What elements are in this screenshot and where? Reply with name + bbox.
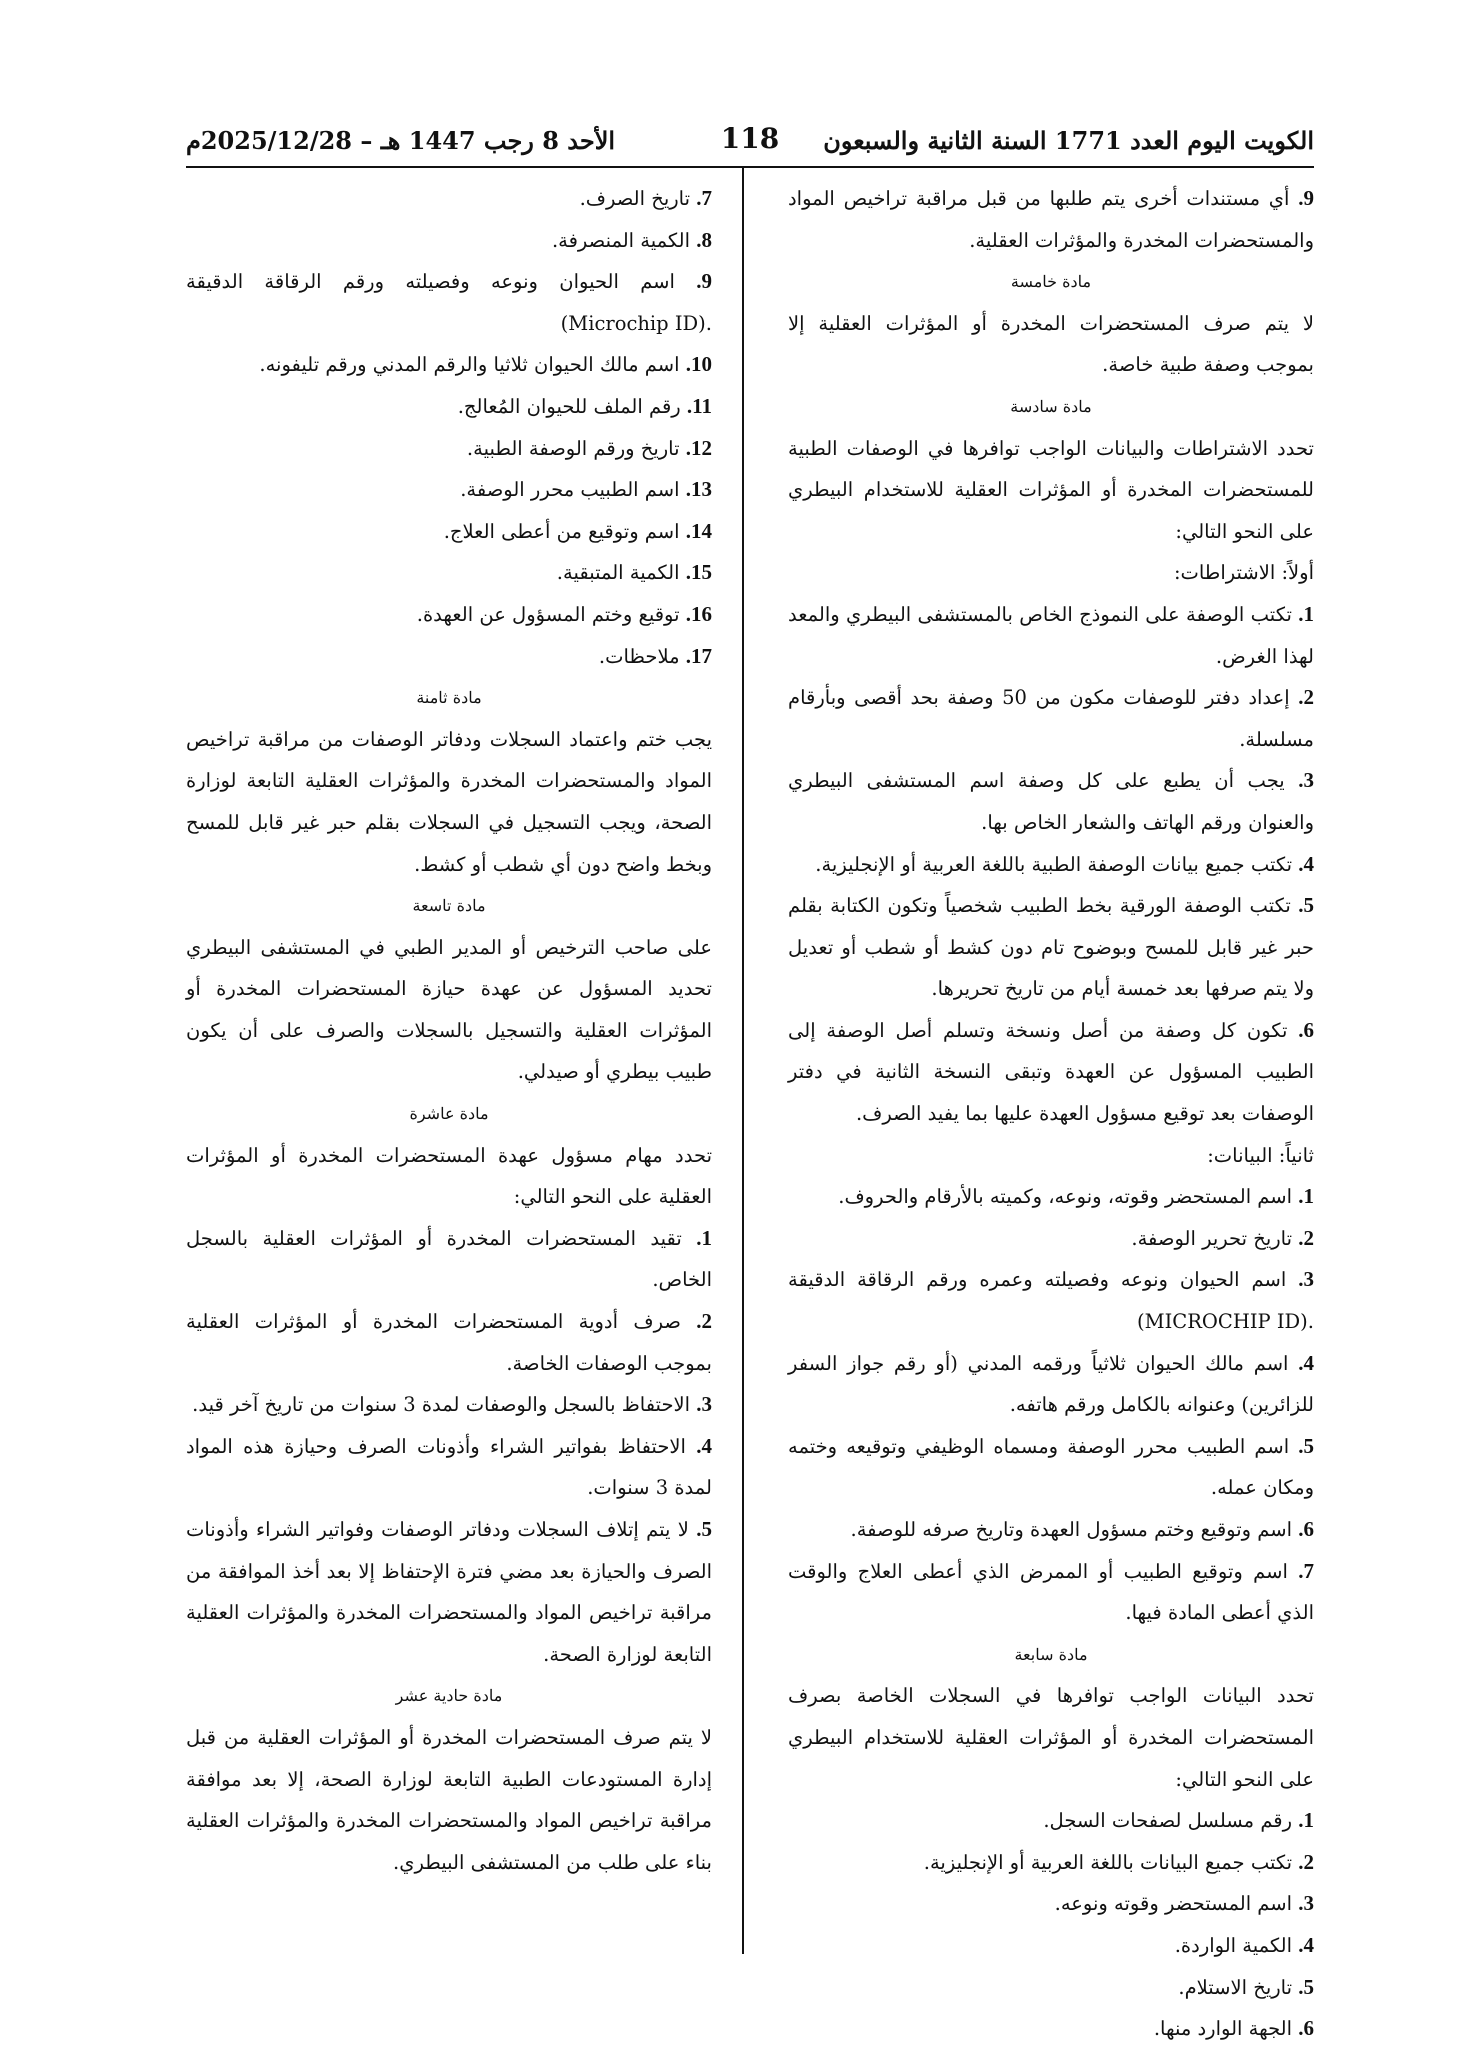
paragraph — [788, 428, 1314, 553]
item-number: 3. — [1298, 1267, 1315, 1292]
item-number: 2. — [1298, 1849, 1314, 1874]
item-text: اسم وتوقيع من أعطى العلاج. — [443, 519, 680, 543]
item-text: اسم مالك الحيوان ثلاثيا والرقم المدني ورقم تليفونه. — [259, 353, 680, 377]
item-text: اسم مالك الحيوان ثلاثياً ورقمه المدني (أو رقم جواز السفر للزائرين) وعنوانه بالكامل ورقم هاتفه. — [788, 1351, 1314, 1417]
item-number: 4. — [1298, 1932, 1314, 1957]
paragraph — [186, 1717, 712, 1883]
numbered-item — [788, 1176, 1314, 1218]
item-text: تكون كل وصفة من أصل ونسخة وتسلم أصل الوصفة إلى الطبيب المسؤول عن العهدة وتبقى النسخة الثانية في دفتر الوصفات بعد توقيع مسؤول العهدة عليها بما يفيد الصرف. — [788, 1018, 1314, 1126]
column-divider — [742, 168, 744, 1954]
numbered-item — [788, 844, 1314, 886]
item-text: اسم الطبيب محرر الوصفة ومسماه الوظيفي وتوقيعه وختمه ومكان عمله. — [788, 1434, 1314, 1500]
item-text: اسم وتوقيع الطبيب أو الممرض الذي أعطى العلاج والوقت الذي أعطى المادة فيها. — [788, 1559, 1314, 1625]
item-text: صرف أدوية المستحضرات المخدرة أو المؤثرات العقلية بموجب الوصفات الخاصة. — [186, 1310, 712, 1375]
item-number: 6. — [1298, 1517, 1314, 1541]
item-number: 3. — [1298, 1891, 1314, 1916]
numbered-item — [186, 469, 712, 511]
item-number: 1. — [1298, 1808, 1314, 1833]
microchip-label: (Microchip ID). — [560, 311, 712, 335]
item-number: 5. — [1298, 893, 1314, 918]
item-text: تاريخ ورقم الوصفة الطبية. — [466, 436, 680, 460]
item-number: 16. — [685, 601, 712, 626]
item-number: 5. — [696, 1517, 712, 1541]
item-number: 2. — [1298, 685, 1314, 710]
item-text: اسم الطبيب محرر الوصفة. — [460, 478, 680, 502]
item-number: 1. — [696, 1225, 712, 1250]
article-title: مادة خامسة — [1010, 272, 1092, 292]
numbered-item — [788, 178, 1314, 261]
item-number: 1. — [1298, 1184, 1314, 1209]
item-number: 9. — [1298, 186, 1314, 210]
page-header — [186, 118, 1314, 168]
item-number: 2. — [696, 1309, 712, 1334]
right-column — [788, 178, 1314, 2050]
item-number: 9. — [696, 269, 713, 294]
item-text: رقم مسلسل لصفحات السجل. — [1043, 1809, 1293, 1833]
item-number: 6. — [1298, 2016, 1314, 2041]
article-title: مادة ثامنة — [416, 688, 482, 708]
item-number: 5. — [1298, 1433, 1314, 1458]
item-number: 4. — [696, 1433, 712, 1458]
item-number: 11. — [686, 393, 712, 418]
article-title: مادة سابعة — [1014, 1644, 1088, 1664]
item-text: اسم وتوقيع وختم مسؤول العهدة وتاريخ صرفه للوصفة. — [850, 1518, 1293, 1541]
item-number: 4. — [1298, 1350, 1315, 1375]
item-text: تاريخ تحرير الوصفة. — [1131, 1226, 1293, 1250]
microchip-label: (MICROCHIP ID). — [1137, 1310, 1314, 1334]
item-number: 6. — [1298, 1017, 1315, 1042]
left-column — [186, 178, 712, 1883]
item-text: الكمية المنصرفة. — [551, 228, 691, 252]
numbered-item — [186, 636, 712, 678]
numbered-item — [788, 1259, 1314, 1342]
item-text: إعداد دفتر للوصفات مكون من 50 وصفة بحد أقصى وبأرقام مسلسلة. — [788, 686, 1314, 751]
item-number: 4. — [1298, 851, 1314, 876]
item-text: تكتب الوصفة الورقية بخط الطبيب شخصياً وتكون الكتابة بقلم حبر غير قابل للمسح وبوضوح تام دون كشط أو شطب أو تعديل ولا يتم صرفها بعد خمسة أيام من تاريخ تحريرها. — [788, 894, 1314, 1001]
item-text: الكمية الواردة. — [1174, 1933, 1293, 1957]
gazette-issue-info: الكويت اليوم العدد 1771 السنة الثانية والسبعون — [823, 126, 1314, 155]
numbered-item — [788, 1925, 1314, 1967]
item-text: تكتب جميع البيانات باللغة العربية أو الإنجليزية. — [923, 1850, 1293, 1874]
item-text: على صاحب الترخيص أو المدير الطبي في المستشفى البيطري تحديد المسؤول عن عهدة حيازة المستحضرات المخدرة أو المؤثرات العقلية والتسجيل بالسجلات والصرف على أن يكون طبيب بيطري أو صيدلي. — [186, 935, 712, 1084]
item-number: 7. — [1298, 1558, 1314, 1583]
item-text: الكمية المتبقية. — [556, 561, 680, 585]
item-text: لا يتم إتلاف السجلات ودفاتر الوصفات وفواتير الشراء وأذونات الصرف والحيازة بعد مضي فترة الإحتفاظ إلا بعد أخذ الموافقة من مراقبة تراخيص المواد والمستحضرات المخدرة والمؤثرات العقلية التابعة لوزارة الصحة. — [186, 1518, 712, 1666]
item-text: اسم المستحضر وقوته ونوعه. — [1054, 1892, 1293, 1916]
paragraph — [788, 303, 1314, 386]
numbered-item — [788, 885, 1314, 1010]
item-number: 5. — [1298, 1974, 1314, 1999]
item-number: 3. — [696, 1392, 712, 1417]
item-number: 12. — [685, 435, 712, 460]
paragraph — [186, 719, 712, 885]
paragraph — [788, 552, 1314, 594]
item-text: لا يتم صرف المستحضرات المخدرة أو المؤثرات العقلية من قبل إدارة المستودعات الطبية التابعة لوزارة الصحة، إلا بعد موافقة مراقبة تراخيص المواد والمستحضرات المخدرة والمؤثرات العقلية بناء على طلب من المستشفى البيطري. — [186, 1725, 712, 1874]
item-text: تحدد مهام مسؤول عهدة المستحضرات المخدرة أو المؤثرات العقلية على النحو التالي: — [186, 1143, 712, 1209]
article-title: مادة عاشرة — [409, 1104, 489, 1124]
item-text: اسم الحيوان ونوعه وفصيلته ورقم الرقاقة الدقيقة — [186, 270, 675, 294]
item-text: توقيع وختم المسؤول عن العهدة. — [416, 602, 680, 626]
item-text: يجب ختم واعتماد السجلات ودفاتر الوصفات من مراقبة تراخيص المواد والمستحضرات المخدرة والمؤثرات العقلية التابعة لوزارة الصحة، ويجب التسجيل في السجلات بقلم حبر غير قابل للمسح وبخط واضح دون أي شطب أو كشط. — [186, 727, 712, 876]
paragraph — [788, 1135, 1314, 1177]
header-rule — [186, 166, 1314, 168]
item-text: تحدد الاشتراطات والبيانات الواجب توافرها في الوصفات الطبية للمستحضرات المخدرة أو المؤثرات العقلية للاستخدام البيطري على النحو التالي: — [788, 436, 1314, 543]
paragraph — [186, 1135, 712, 1218]
item-text: ملاحظات. — [598, 644, 680, 668]
item-text: تاريخ الصرف. — [579, 187, 691, 210]
numbered-item — [186, 178, 712, 220]
numbered-item — [186, 261, 712, 344]
numbered-item — [186, 428, 712, 470]
item-text: تقيد المستحضرات المخدرة أو المؤثرات العقلية بالسجل الخاص. — [186, 1226, 712, 1292]
item-number: 13. — [685, 477, 712, 502]
item-number: 7. — [696, 186, 712, 210]
item-text: الاحتفاظ بفواتير الشراء وأذونات الصرف وحيازة هذه المواد لمدة 3 سنوات. — [186, 1434, 712, 1500]
numbered-item — [788, 1842, 1314, 1884]
numbered-item — [788, 677, 1314, 760]
item-number: 3. — [1298, 768, 1315, 793]
item-number: 14. — [685, 518, 712, 543]
item-number: 15. — [685, 560, 712, 585]
page-number: 118 — [720, 122, 780, 155]
numbered-item — [788, 1010, 1314, 1135]
item-text: الاحتفاظ بالسجل والوصفات لمدة 3 سنوات من تاريخ آخر قيد. — [192, 1393, 691, 1417]
item-number: 2. — [1298, 1225, 1314, 1250]
numbered-item — [186, 1509, 712, 1675]
article-title: مادة تاسعة — [412, 896, 486, 916]
numbered-item — [788, 1551, 1314, 1634]
numbered-item — [186, 1384, 712, 1426]
numbered-item — [186, 344, 712, 386]
numbered-item — [788, 760, 1314, 843]
article-title: مادة سادسة — [1010, 396, 1092, 416]
item-text: اسم المستحضر وقوته، ونوعه، وكميته بالأرقام والحروف. — [838, 1185, 1293, 1209]
numbered-item — [186, 552, 712, 594]
item-text: ثانياً: البيانات: — [1207, 1143, 1314, 1167]
numbered-item — [186, 511, 712, 553]
numbered-item — [186, 594, 712, 636]
issue-date: الأحد 8 رجب 1447 هـ – 2025/12/28م — [186, 126, 616, 155]
numbered-item — [788, 1800, 1314, 1842]
numbered-item — [788, 1967, 1314, 2009]
numbered-item — [788, 594, 1314, 677]
item-text: أي مستندات أخرى يتم طلبها من قبل مراقبة تراخيص المواد والمستحضرات المخدرة والمؤثرات العقلية. — [788, 187, 1314, 252]
article-title: مادة حادية عشر — [395, 1686, 503, 1706]
numbered-item — [788, 2008, 1314, 2050]
numbered-item — [788, 1509, 1314, 1551]
numbered-item — [186, 1426, 712, 1509]
paragraph — [788, 1675, 1314, 1800]
numbered-item — [788, 1218, 1314, 1260]
item-number: 10. — [685, 352, 712, 377]
numbered-item — [788, 1343, 1314, 1426]
numbered-item — [186, 220, 712, 262]
item-number: 1. — [1298, 601, 1314, 626]
item-text: رقم الملف للحيوان المُعالج. — [457, 394, 681, 418]
item-text: تحدد البيانات الواجب توافرها في السجلات الخاصة بصرف المستحضرات المخدرة أو المؤثرات العقلية للاستخدام البيطري على النحو التالي: — [788, 1684, 1314, 1791]
item-text: يجب أن يطبع على كل وصفة اسم المستشفى البيطري والعنوان ورقم الهاتف والشعار الخاص بها. — [788, 769, 1314, 834]
numbered-item — [186, 1218, 712, 1301]
item-text: لا يتم صرف المستحضرات المخدرة أو المؤثرات العقلية إلا بموجب وصفة طبية خاصة. — [788, 311, 1314, 377]
item-text: الجهة الوارد منها. — [1153, 2017, 1293, 2041]
item-text: تكتب جميع بيانات الوصفة الطبية باللغة العربية أو الإنجليزية. — [815, 852, 1293, 876]
item-text: تكتب الوصفة على النموذج الخاص بالمستشفى البيطري والمعد لهذا الغرض. — [788, 602, 1314, 668]
numbered-item — [788, 1426, 1314, 1509]
item-text: تاريخ الاستلام. — [1178, 1975, 1293, 1999]
numbered-item — [186, 1301, 712, 1384]
numbered-item — [186, 386, 712, 428]
item-number: 17. — [685, 643, 712, 668]
item-number: 8. — [696, 227, 712, 252]
item-text: أولاً: الاشتراطات: — [1173, 561, 1314, 585]
paragraph — [186, 927, 712, 1093]
numbered-item — [788, 1883, 1314, 1925]
item-text: اسم الحيوان ونوعه وفصيلته وعمره ورقم الرقاقة الدقيقة — [788, 1268, 1287, 1292]
